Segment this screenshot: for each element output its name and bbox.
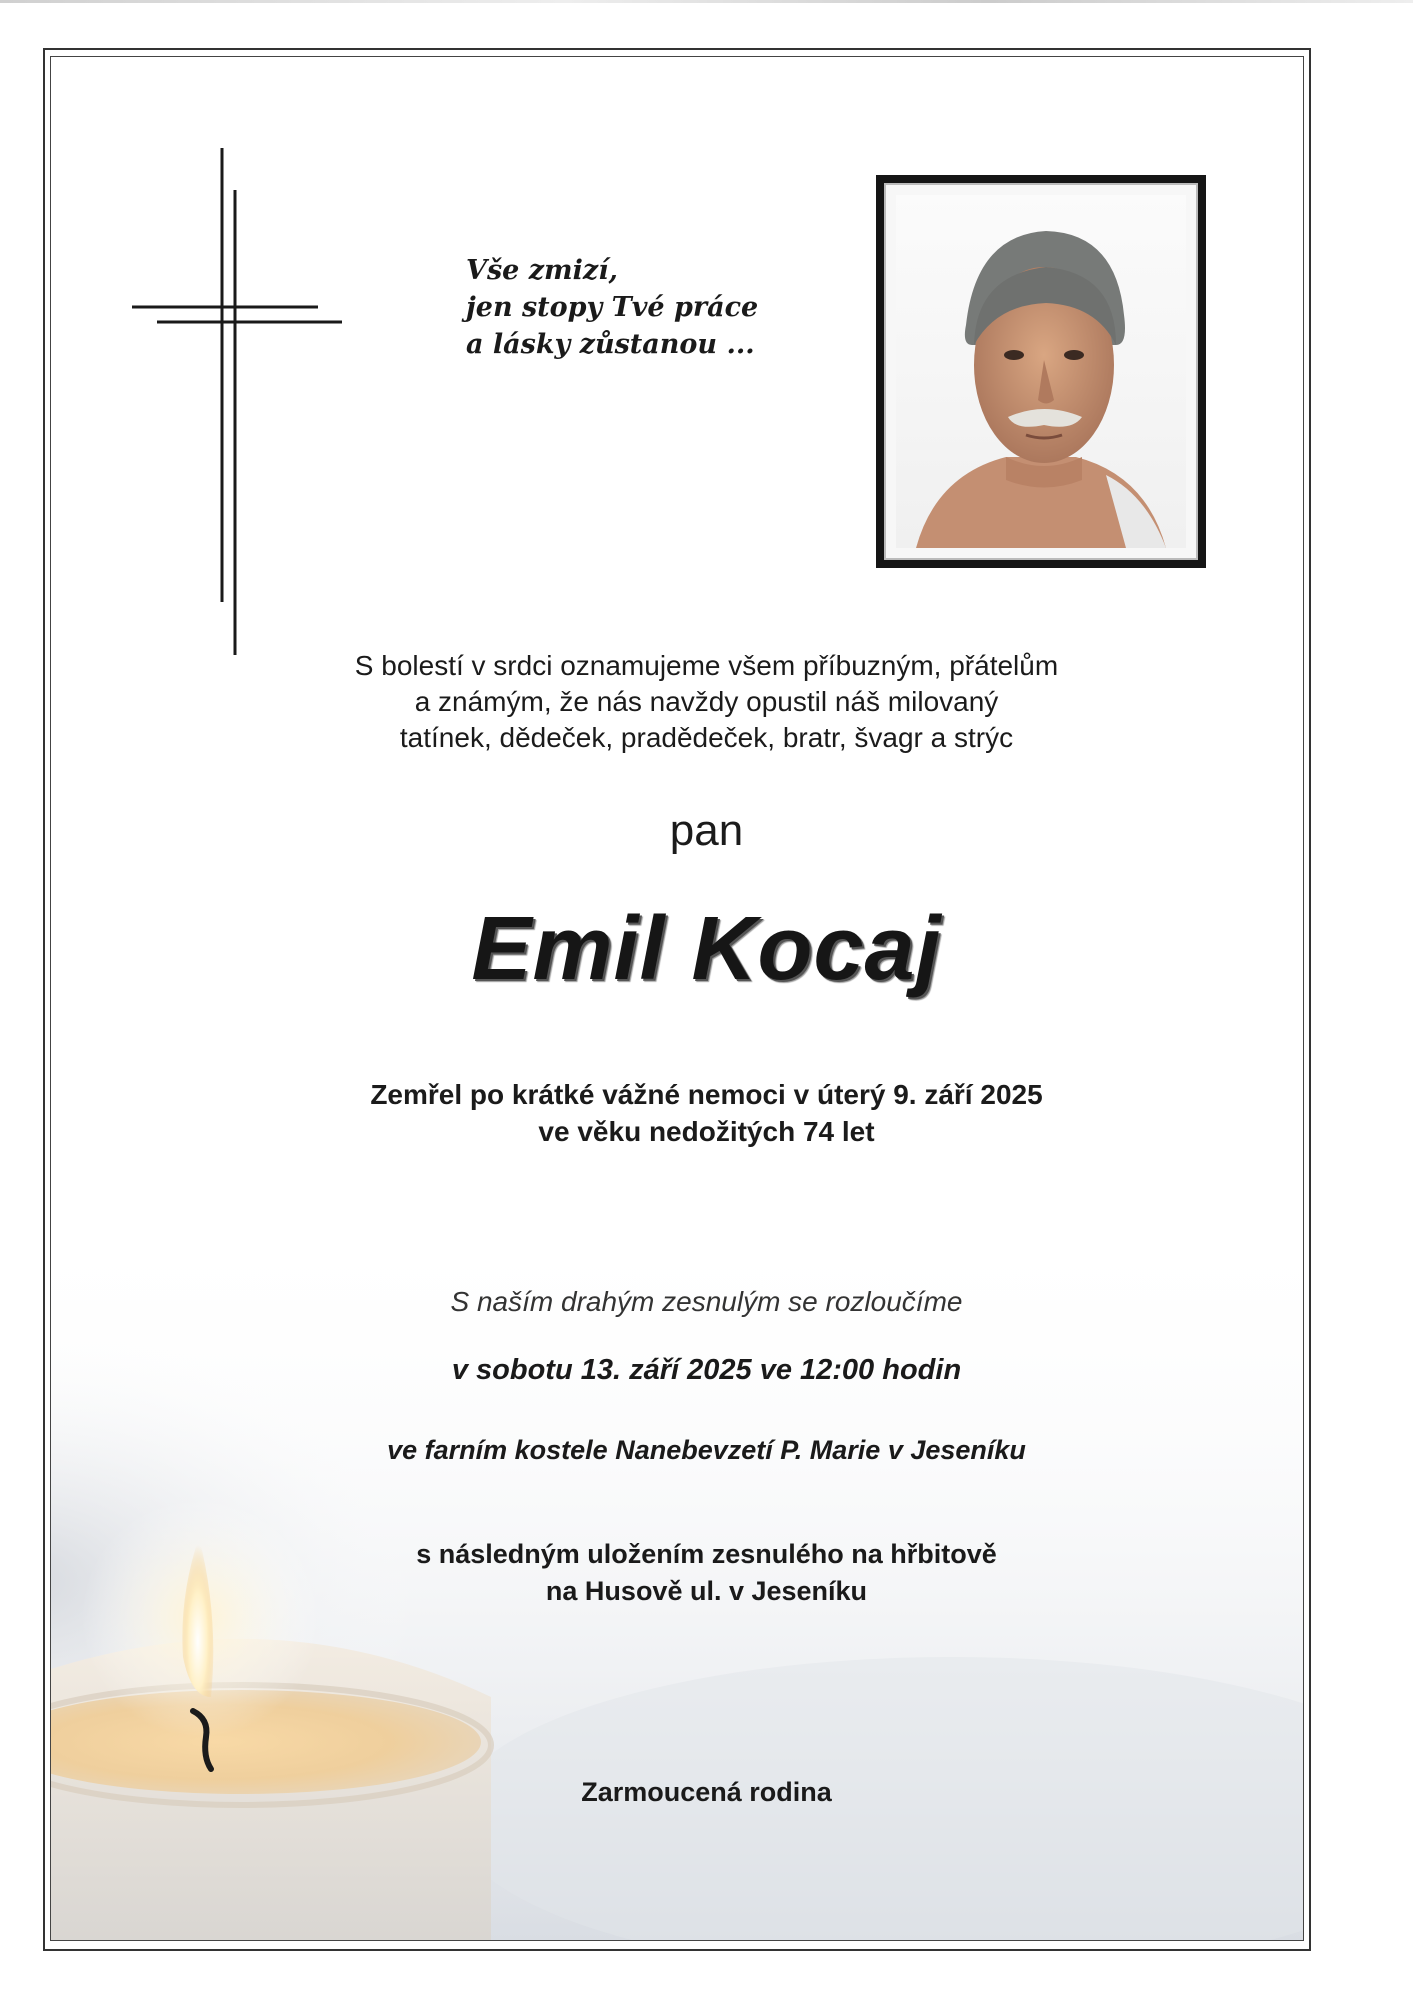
burial-line: s následným uložením zesnulého na hřbitově xyxy=(416,1539,997,1569)
motto-line: a lásky zůstanou ... xyxy=(466,329,755,360)
family-signature: Zarmoucená rodina xyxy=(581,1777,832,1807)
portrait-mat xyxy=(884,183,1198,560)
burial-details xyxy=(0,1536,1413,1610)
motto-quote xyxy=(466,252,846,363)
motto-line: Vše zmizí, xyxy=(466,255,618,286)
motto-line: jen stopy Tvé práce xyxy=(466,292,759,323)
ceremony-place: ve farním kostele Nanebevzetí P. Marie v Jeseníku xyxy=(387,1435,1026,1465)
portrait-frame xyxy=(876,175,1206,568)
honorific: pan xyxy=(669,806,744,855)
death-line: Zemřel po krátké vážné nemoci v úterý 9. září 2025 xyxy=(370,1079,1043,1110)
farewell-text: S naším drahým zesnulým se rozloučíme xyxy=(450,1286,963,1317)
deceased-name: Emil Kocaj xyxy=(471,899,942,999)
announcement-line: a známým, že nás navždy opustil náš milovaný xyxy=(414,686,999,717)
burial-line: na Husově ul. v Jeseníku xyxy=(545,1576,868,1606)
death-details xyxy=(0,1076,1413,1150)
portrait-photo-icon xyxy=(896,195,1186,548)
announcement-line: S bolestí v srdci oznamujeme všem příbuzným, přátelům xyxy=(354,650,1059,681)
death-line: ve věku nedožitých 74 let xyxy=(538,1116,875,1147)
announcement-text xyxy=(0,648,1413,756)
ceremony-date: v sobotu 13. září 2025 ve 12:00 hodin xyxy=(451,1354,962,1386)
announcement-line: tatínek, dědeček, pradědeček, bratr, švagr a strýc xyxy=(399,722,1014,753)
